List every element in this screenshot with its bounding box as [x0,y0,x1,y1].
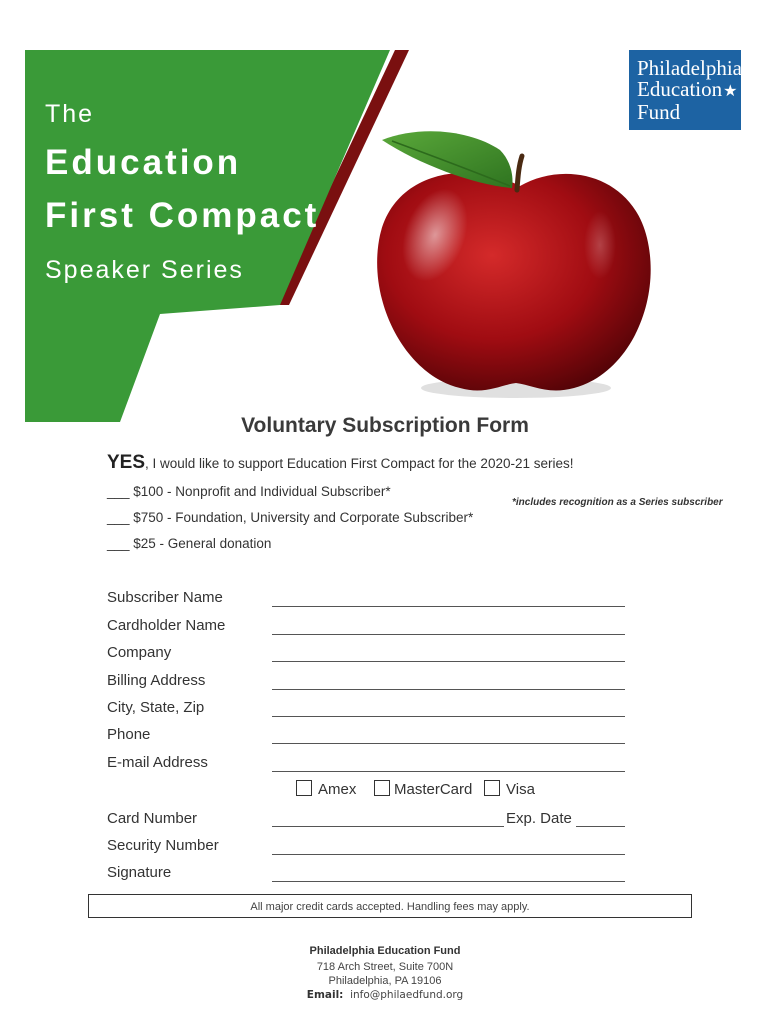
banner-title-the: The [45,100,95,128]
email-label: Email: [306,989,344,1001]
apple-image [377,131,651,398]
banner-subtitle: Speaker Series [45,256,244,284]
philadelphia-education-fund-logo [629,50,741,130]
label-subscriber-name: Subscriber Name [107,589,223,606]
label-exp-date: Exp. Date [506,810,572,827]
city-state-zip-field[interactable] [272,698,625,717]
email-field[interactable] [272,753,625,772]
label-signature: Signature [107,864,172,881]
credit-card-note: All major credit cards accepted. Handling fees may apply. [88,894,692,918]
recognition-note: *includes recognition as a Series subscriber [512,497,723,508]
footer-org-name [0,945,770,957]
banner-title-first-compact: First Compact [45,196,320,235]
logo-line-2: Education [637,77,723,101]
footer-email [0,989,770,1001]
logo-line-3: Fund [637,100,681,124]
yes-label: YES [107,452,146,473]
footer-org-label: Philadelphia Education Fund [309,945,461,957]
label-email: E-mail Address [107,754,208,771]
billing-address-field[interactable] [272,671,625,690]
footer-address-1: 718 Arch Street, Suite 700N [316,961,454,973]
subscriber-name-field[interactable] [272,588,625,607]
amex-checkbox[interactable] [296,780,312,796]
label-card-number: Card Number [107,810,198,827]
visa-checkbox[interactable] [484,780,500,796]
logo-line-1: Philadelphia [637,56,742,80]
label-security-number: Security Number [107,837,219,854]
form-intro [107,452,574,474]
mastercard-checkbox[interactable] [374,780,390,796]
label-city-state-zip: City, State, Zip [107,699,205,716]
option-25[interactable]: ___ $25 - General donation [107,536,272,551]
card-number-field[interactable] [272,808,504,827]
amex-label: Amex [318,781,357,798]
mastercard-label: MasterCard [394,781,473,798]
security-number-field[interactable] [272,836,625,855]
phone-field[interactable] [272,725,625,744]
email-link[interactable]: info@philaedfund.org [350,989,464,1001]
form-title: Voluntary Subscription Form [241,414,529,437]
footer-address-2: Philadelphia, PA 19106 [328,975,442,987]
signature-field[interactable] [272,863,625,882]
cardholder-name-field[interactable] [272,616,625,635]
option-750[interactable]: ___ $750 - Foundation, University and Corporate Subscriber* [107,510,474,525]
label-billing-address: Billing Address [107,672,206,689]
company-field[interactable] [272,643,625,662]
star-icon: ★ [723,83,738,100]
banner-title-education: Education [45,143,242,182]
intro-text: , I would like to support Education First Compact for the 2020-21 series! [145,456,574,471]
option-100[interactable]: ___ $100 - Nonprofit and Individual Subscriber* [107,484,391,499]
label-cardholder-name: Cardholder Name [107,617,226,634]
label-phone: Phone [107,726,151,743]
exp-date-field[interactable] [576,808,625,827]
visa-label: Visa [506,781,535,798]
label-company: Company [107,644,172,661]
